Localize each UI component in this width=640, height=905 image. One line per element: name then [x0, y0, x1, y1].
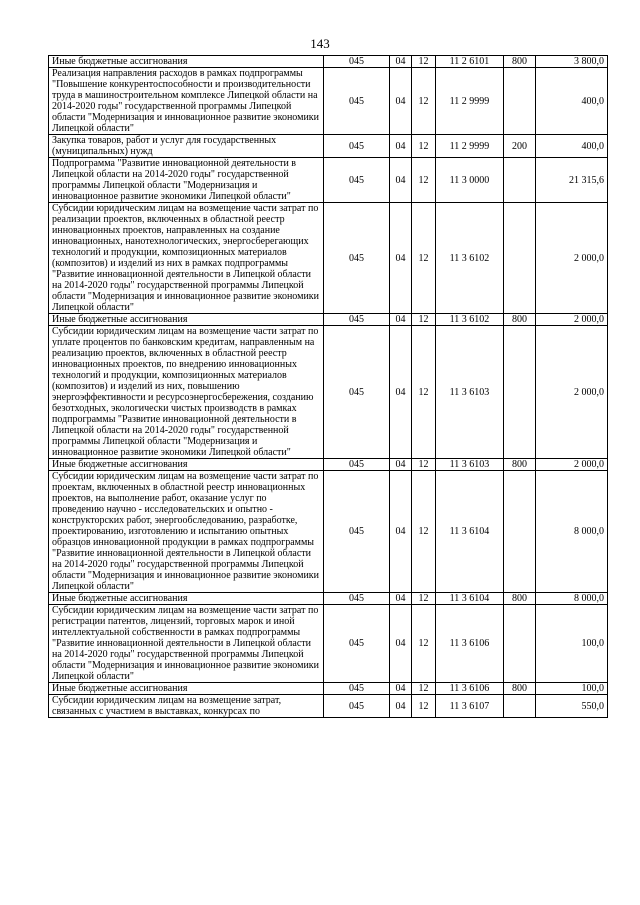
expense-name-cell: Субсидии юридическим лицам на возмещение части затрат по проектам, включенных в областной реестр инновационных проектов, на выполнение работ, оказание услуг по проведению научно - исследовательских и опытно - конструкторских работ, энергообследованию, разработке, проектированию, изготовлению и испытанию опытных образцов инновационной продукции в рамках подпрограммы "Развитие инновационной деятельности в Липецкой области на 2014-2020 годы" государственной программы Липецкой области "Модернизация и инновационное развитие экономики Липецкой области" — [49, 471, 324, 593]
table-row — [49, 471, 608, 593]
target-article-cell: 11 3 6104 — [436, 593, 504, 605]
target-article-cell: 11 2 9999 — [436, 135, 504, 158]
section-code-cell: 04 — [390, 605, 412, 683]
table-row — [49, 459, 608, 471]
expense-type-cell: 800 — [504, 459, 536, 471]
table-row — [49, 605, 608, 683]
amount-cell: 8 000,0 — [536, 593, 608, 605]
expense-name-cell: Иные бюджетные ассигнования — [49, 459, 324, 471]
section-code-cell: 04 — [390, 593, 412, 605]
subsection-code-cell: 12 — [412, 683, 436, 695]
amount-cell: 400,0 — [536, 135, 608, 158]
target-article-cell: 11 3 6106 — [436, 605, 504, 683]
expense-name-cell: Закупка товаров, работ и услуг для государственных (муниципальных) нужд — [49, 135, 324, 158]
section-code-cell: 04 — [390, 314, 412, 326]
target-article-cell: 11 3 6103 — [436, 459, 504, 471]
table-row — [49, 158, 608, 203]
section-code-cell: 04 — [390, 203, 412, 314]
admin-code-cell: 045 — [324, 605, 390, 683]
expense-type-cell — [504, 695, 536, 718]
subsection-code-cell: 12 — [412, 68, 436, 135]
expense-name-cell: Иные бюджетные ассигнования — [49, 593, 324, 605]
admin-code-cell: 045 — [324, 56, 390, 68]
table-row — [49, 135, 608, 158]
admin-code-cell: 045 — [324, 695, 390, 718]
section-code-cell: 04 — [390, 695, 412, 718]
admin-code-cell: 045 — [324, 203, 390, 314]
admin-code-cell: 045 — [324, 459, 390, 471]
subsection-code-cell: 12 — [412, 695, 436, 718]
expense-type-cell — [504, 605, 536, 683]
target-article-cell: 11 2 6101 — [436, 56, 504, 68]
amount-cell: 21 315,6 — [536, 158, 608, 203]
subsection-code-cell: 12 — [412, 314, 436, 326]
expense-name-cell: Субсидии юридическим лицам на возмещение части затрат по регистрации патентов, лицензий, торговых марок и иной интеллектуальной собственности в рамках подпрограммы "Развитие инновационной деятельности в Липецкой области на 2014-2020 годы" государственной программы Липецкой области "Модернизация и инновационное развитие экономики Липецкой области" — [49, 605, 324, 683]
expense-type-cell — [504, 471, 536, 593]
amount-cell: 8 000,0 — [536, 471, 608, 593]
table-row — [49, 203, 608, 314]
expense-name-cell: Иные бюджетные ассигнования — [49, 314, 324, 326]
admin-code-cell: 045 — [324, 158, 390, 203]
section-code-cell: 04 — [390, 68, 412, 135]
section-code-cell: 04 — [390, 683, 412, 695]
subsection-code-cell: 12 — [412, 135, 436, 158]
section-code-cell: 04 — [390, 459, 412, 471]
amount-cell: 2 000,0 — [536, 459, 608, 471]
expense-name-cell: Иные бюджетные ассигнования — [49, 56, 324, 68]
target-article-cell: 11 3 6106 — [436, 683, 504, 695]
section-code-cell: 04 — [390, 326, 412, 459]
admin-code-cell: 045 — [324, 593, 390, 605]
subsection-code-cell: 12 — [412, 471, 436, 593]
subsection-code-cell: 12 — [412, 203, 436, 314]
target-article-cell: 11 3 6102 — [436, 203, 504, 314]
admin-code-cell: 045 — [324, 314, 390, 326]
table-row — [49, 314, 608, 326]
target-article-cell: 11 3 6102 — [436, 314, 504, 326]
target-article-cell: 11 3 6104 — [436, 471, 504, 593]
target-article-cell: 11 3 6107 — [436, 695, 504, 718]
budget-table — [48, 55, 608, 718]
amount-cell: 100,0 — [536, 605, 608, 683]
subsection-code-cell: 12 — [412, 158, 436, 203]
table-row — [49, 326, 608, 459]
table-row — [49, 68, 608, 135]
target-article-cell: 11 3 6103 — [436, 326, 504, 459]
amount-cell: 100,0 — [536, 683, 608, 695]
subsection-code-cell: 12 — [412, 605, 436, 683]
admin-code-cell: 045 — [324, 135, 390, 158]
expense-type-cell — [504, 68, 536, 135]
admin-code-cell: 045 — [324, 326, 390, 459]
expense-type-cell: 800 — [504, 314, 536, 326]
expense-type-cell: 800 — [504, 683, 536, 695]
table-row — [49, 695, 608, 718]
subsection-code-cell: 12 — [412, 593, 436, 605]
subsection-code-cell: 12 — [412, 459, 436, 471]
expense-type-cell: 800 — [504, 56, 536, 68]
expense-name-cell: Подпрограмма "Развитие инновационной деятельности в Липецкой области на 2014-2020 годы" государственной программы Липецкой области "Модернизация и инновационное развитие экономики Липецкой области" — [49, 158, 324, 203]
expense-type-cell — [504, 203, 536, 314]
table-row — [49, 683, 608, 695]
amount-cell: 2 000,0 — [536, 203, 608, 314]
budget-table-body — [49, 56, 608, 718]
section-code-cell: 04 — [390, 56, 412, 68]
amount-cell: 3 800,0 — [536, 56, 608, 68]
amount-cell: 2 000,0 — [536, 326, 608, 459]
admin-code-cell: 045 — [324, 68, 390, 135]
expense-name-cell: Субсидии юридическим лицам на возмещение части затрат по реализации проектов, включенных в областной реестр инновационных проектов, направленных на создание инновационных, нанотехнологических, энергосберегающих технологий и продукции, композиционных материалов (композитов) и изделий из них в рамках подпрограммы "Развитие инновационной деятельности в Липецкой области на 2014-2020 годы" государственной программы Липецкой области "Модернизация и инновационное развитие экономики Липецкой области" — [49, 203, 324, 314]
expense-type-cell: 200 — [504, 135, 536, 158]
target-article-cell: 11 3 0000 — [436, 158, 504, 203]
expense-type-cell — [504, 158, 536, 203]
page-number: 143 — [310, 36, 330, 51]
amount-cell: 550,0 — [536, 695, 608, 718]
expense-name-cell: Иные бюджетные ассигнования — [49, 683, 324, 695]
section-code-cell: 04 — [390, 471, 412, 593]
amount-cell: 2 000,0 — [536, 314, 608, 326]
table-row — [49, 593, 608, 605]
expense-type-cell: 800 — [504, 593, 536, 605]
amount-cell: 400,0 — [536, 68, 608, 135]
expense-type-cell — [504, 326, 536, 459]
expense-name-cell: Реализация направления расходов в рамках подпрограммы "Повышение конкурентоспособности и производительности труда в машиностроительном комплексе Липецкой области на 2014-2020 годы" государственной программы Липецкой области "Модернизация и инновационное развитие экономики Липецкой области" — [49, 68, 324, 135]
expense-name-cell: Субсидии юридическим лицам на возмещение части затрат по уплате процентов по банковским кредитам, направленным на реализацию проектов, включенных в областной реестр инновационных проектов, по внедрению инновационных технологий и продукции, композиционных материалов (композитов) и изделий из них, повышению энергоэффективности и ресурсоэнергосбережения, созданию безотходных, экологически чистых производств в рамках подпрограммы "Развитие инновационной деятельности в Липецкой области на 2014-2020 годы" государственной программы Липецкой области "Модернизация и инновационное развитие экономики Липецкой области" — [49, 326, 324, 459]
admin-code-cell: 045 — [324, 471, 390, 593]
table-row — [49, 56, 608, 68]
section-code-cell: 04 — [390, 158, 412, 203]
target-article-cell: 11 2 9999 — [436, 68, 504, 135]
subsection-code-cell: 12 — [412, 56, 436, 68]
section-code-cell: 04 — [390, 135, 412, 158]
admin-code-cell: 045 — [324, 683, 390, 695]
expense-name-cell: Субсидии юридическим лицам на возмещение затрат, связанных с участием в выставках, конкурсах по — [49, 695, 324, 718]
subsection-code-cell: 12 — [412, 326, 436, 459]
